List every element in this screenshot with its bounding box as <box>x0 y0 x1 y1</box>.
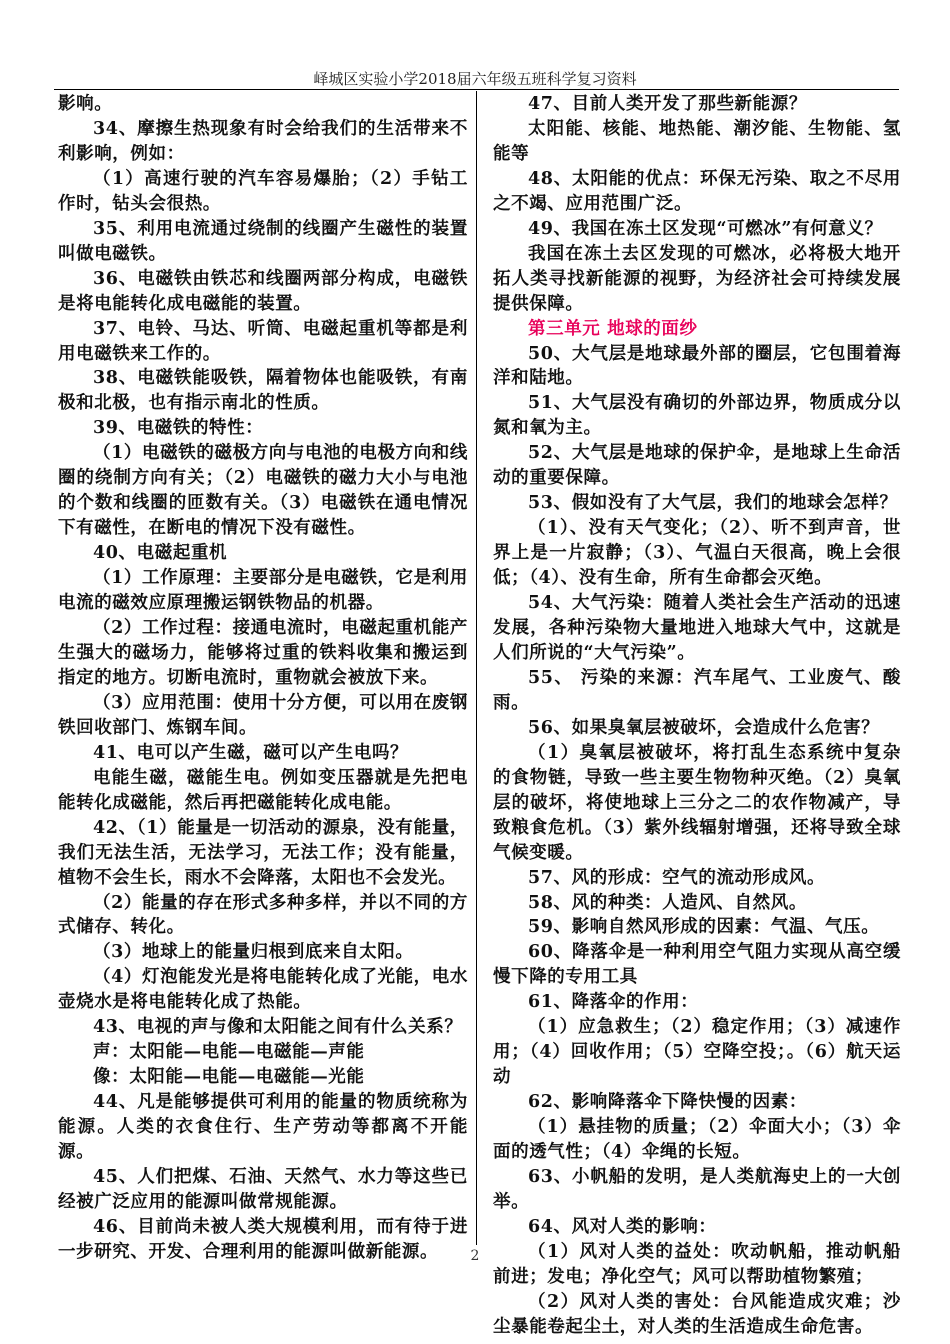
paragraph: 太阳能、核能、地热能、潮汐能、生物能、氢能等 <box>493 118 901 164</box>
paragraph: （1）电磁铁的磁极方向与电池的电极方向和线圈的绕制方向有关；（2）电磁铁的磁力大小与电池的个数和线圈的匝数有关。（3）电磁铁在通电情况下有磁性，在断电的情况下没有磁性。 <box>58 443 468 539</box>
paragraph: 48、太阳能的优点：环保无污染、取之不尽用之不竭、应用范围广泛。 <box>493 168 901 214</box>
page-number: 2 <box>470 1248 480 1264</box>
left-column <box>58 92 468 1265</box>
paragraph: （1）、没有天气变化；（2）、听不到声音，世界上是一片寂静；（3）、气温白天很高，晚上会很低；（4）、没有生命，所有生命都会灭绝。 <box>493 518 901 589</box>
paragraph: 49、我国在冻土区发现“可燃冰”有何意义？ <box>528 218 883 239</box>
paragraph: （2）能量的存在形式多种多样，并以不同的方式储存、转化。 <box>58 892 468 938</box>
paragraph: 35、利用电流通过绕制的线圈产生磁性的装置叫做电磁铁。 <box>58 218 468 264</box>
paragraph: 34、摩擦生热现象有时会给我们的生活带来不利影响，例如： <box>58 118 468 164</box>
paragraph: 57、风的形成：空气的流动形成风。 <box>528 867 826 888</box>
paragraph: 46、目前尚未被人类大规模利用，而有待于进一步研究、开发、合理利用的能源叫做新能源。 <box>58 1216 468 1262</box>
paragraph: 62、影响降落伞下降快慢的因素： <box>528 1092 807 1113</box>
paragraph: 59、影响自然风形成的因素：气温、气压。 <box>528 917 880 938</box>
paragraph: 声：太阳能—电能—电磁能—声能 <box>93 1042 365 1063</box>
paragraph: 52、大气层是地球的保护伞，是地球上生命活动的重要保障。 <box>493 443 901 489</box>
paragraph: 63、小帆船的发明，是人类航海史上的一大创举。 <box>493 1166 901 1212</box>
paragraph: 45、人们把煤、石油、天然气、水力等这些已经被广泛应用的能源叫做常规能源。 <box>58 1166 468 1212</box>
paragraph: 像：太阳能—电能—电磁能—光能 <box>93 1067 365 1088</box>
paragraph: 40、电磁起重机 <box>93 543 228 564</box>
paragraph: 电能生磁，磁能生电。例如变压器就是先把电能转化成磁能，然后再把磁能转化成电能。 <box>58 767 468 813</box>
paragraph: 50、大气层是地球最外部的圈层，它包围着海洋和陆地。 <box>493 343 901 389</box>
paragraph: 影响。 <box>58 94 113 114</box>
paragraph: 36、电磁铁由铁芯和线圈两部分构成，电磁铁是将电能转化成电磁能的装置。 <box>58 268 468 314</box>
right-column <box>493 92 901 1340</box>
paragraph: （3）应用范围：使用十分方便，可以用在废钢铁回收部门、炼钢车间。 <box>58 692 468 738</box>
paragraph: 42、（1）能量是一切活动的源泉，没有能量，我们无法生活，无法学习，无法工作；没有能量，植物不会生长，雨水不会降落，太阳也不会发光。 <box>58 817 468 888</box>
paragraph: 64、风对人类的影响： <box>528 1216 717 1237</box>
paragraph: 43、电视的声与像和太阳能之间有什么关系？ <box>93 1017 463 1038</box>
header-rule <box>54 89 899 90</box>
paragraph: 61、降落伞的作用： <box>528 992 699 1013</box>
paragraph: 38、电磁铁能吸铁，隔着物体也能吸铁，有南极和北极，也有指示南北的性质。 <box>58 368 468 414</box>
paragraph: （1）高速行驶的汽车容易爆胎；（2）手钻工作时，钻头会很热。 <box>58 168 468 214</box>
column-divider <box>476 91 477 1245</box>
paragraph: 47、目前人类开发了那些新能源？ <box>528 94 807 114</box>
paragraph: 我国在冻土去区发现的可燃冰，必将极大地开拓人类寻找新能源的视野，为经济社会可持续发展提供保障。 <box>493 243 901 314</box>
paragraph: （1）工作原理：主要部分是电磁铁，它是利用电流的磁效应原理搬运钢铁物品的机器。 <box>58 568 468 614</box>
paragraph: （2）风对人类的害处：台风能造成灾难；沙尘暴能卷起尘土，对人类的生活造成生命危害。 <box>493 1291 901 1337</box>
section-heading: 第三单元 地球的面纱 <box>528 318 698 339</box>
paragraph: （1）风对人类的益处：吹动帆船，推动帆船前进；发电；净化空气；风可以帮助植物繁殖； <box>493 1241 901 1287</box>
paragraph: （1）应急救生；（2）稳定作用；（3）减速作用；（4）回收作用；（5）空降空投；。（6）航天运动 <box>493 1017 901 1088</box>
paragraph: 37、电铃、马达、听筒、电磁起重机等都是利用电磁铁来工作的。 <box>58 318 468 364</box>
paragraph: （1）臭氧层被破坏，将打乱生态系统中复杂的食物链，导致一些主要生物物种灭绝。（2）臭氧层的破坏，将使地球上三分之二的农作物减产，导致粮食危机。（3）紫外线辐射增强，还将导致全球气候变暖。 <box>493 742 901 863</box>
paragraph: 44、凡是能够提供可利用的能量的物质统称为能源。人类的衣食住行、生产劳动等都离不开能源。 <box>58 1092 468 1163</box>
paragraph: （2）工作过程：接通电流时，电磁起重机能产生强大的磁场力，能够将过重的铁料收集和搬运到指定的地方。切断电流时，重物就会被放下来。 <box>58 618 468 688</box>
paragraph: 56、如果臭氧层被破坏，会造成什么危害？ <box>528 717 880 738</box>
paragraph: 51、大气层没有确切的外部边界，物质成分以氮和氧为主。 <box>493 393 901 439</box>
paragraph: 41、电可以产生磁，磁可以产生电吗？ <box>93 742 409 763</box>
paragraph: 53、假如没有了大气层，我们的地球会怎样？ <box>528 493 898 514</box>
paragraph: 54、大气污染：随着人类社会生产活动的迅速发展，各种污染物大量地进入地球大气中，这就是人们所说的“大气污染”。 <box>493 593 901 663</box>
paragraph: 58、风的种类：人造风、自然风。 <box>528 892 807 913</box>
paragraph: （1）悬挂物的质量；（2）伞面大小；（3）伞面的透气性；（4）伞绳的长短。 <box>493 1117 901 1163</box>
paragraph: （3）地球上的能量归根到底来自太阳。 <box>93 942 414 963</box>
page-header: 峄城区实验小学2018届六年级五班科学复习资料 <box>313 70 637 88</box>
paragraph: 39、电磁铁的特性： <box>93 418 264 439</box>
paragraph: （4）灯泡能发光是将电能转化成了光能，电水壶烧水是将电能转化成了热能。 <box>58 967 468 1013</box>
paragraph: 60、降落伞是一种利用空气阻力实现从高空缓慢下降的专用工具 <box>493 942 901 988</box>
paragraph: 55、 污染的来源：汽车尾气、工业废气、酸雨。 <box>493 667 901 713</box>
